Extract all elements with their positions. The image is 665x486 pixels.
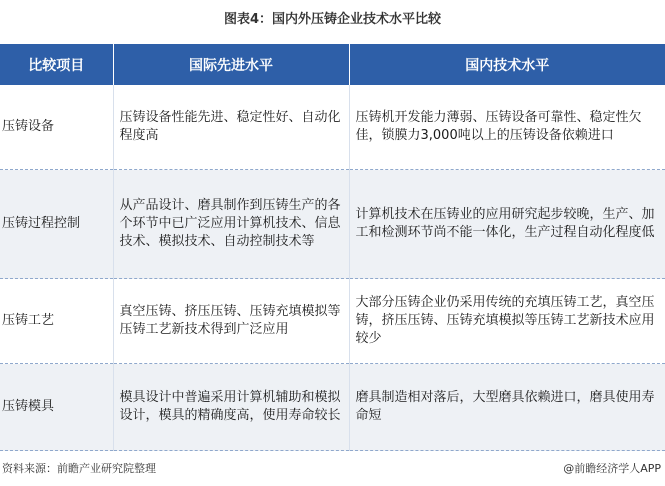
header-item: 比较项目 <box>0 44 113 85</box>
table-row <box>0 279 665 364</box>
row-international: 从产品设计、磨具制作到压铸生产的各个环节中已广泛应用计算机技术、信息技术、模拟技术、自动控制技术等 <box>113 170 349 279</box>
row-domestic: 磨具制造相对落后，大型磨具依赖进口，磨具使用寿命短 <box>349 364 665 451</box>
table-header-row <box>0 44 665 85</box>
comparison-table <box>0 44 665 451</box>
chart-title: 图表4：国内外压铸企业技术水平比较 <box>223 12 442 27</box>
row-item: 压铸设备 <box>0 85 113 170</box>
table-row <box>0 85 665 170</box>
brand-watermark: @前瞻经济学人APP <box>563 462 661 475</box>
source-note: 资料来源：前瞻产业研究院整理 <box>2 462 156 475</box>
row-international: 真空压铸、挤压压铸、压铸充填模拟等压铸工艺新技术得到广泛应用 <box>113 279 349 364</box>
header-international: 国际先进水平 <box>113 44 349 85</box>
table-row <box>0 364 665 451</box>
row-domestic: 大部分压铸企业仍采用传统的充填压铸工艺，真空压铸，挤压压铸、压铸充填模拟等压铸工艺新技术应用较少 <box>349 279 665 364</box>
row-item: 压铸工艺 <box>0 279 113 364</box>
row-international: 模具设计中普遍采用计算机辅助和模拟设计，模具的精确度高，使用寿命较长 <box>113 364 349 451</box>
table-row <box>0 170 665 279</box>
row-domestic: 计算机技术在压铸业的应用研究起步较晚，生产、加工和检测环节尚不能一体化，生产过程自动化程度低 <box>349 170 665 279</box>
row-item: 压铸过程控制 <box>0 170 113 279</box>
row-international: 压铸设备性能先进、稳定性好、自动化程度高 <box>113 85 349 170</box>
row-item: 压铸模具 <box>0 364 113 451</box>
row-domestic: 压铸机开发能力薄弱、压铸设备可靠性、稳定性欠佳，锁膜力3,000吨以上的压铸设备依赖进口 <box>349 85 665 170</box>
header-domestic: 国内技术水平 <box>349 44 665 85</box>
